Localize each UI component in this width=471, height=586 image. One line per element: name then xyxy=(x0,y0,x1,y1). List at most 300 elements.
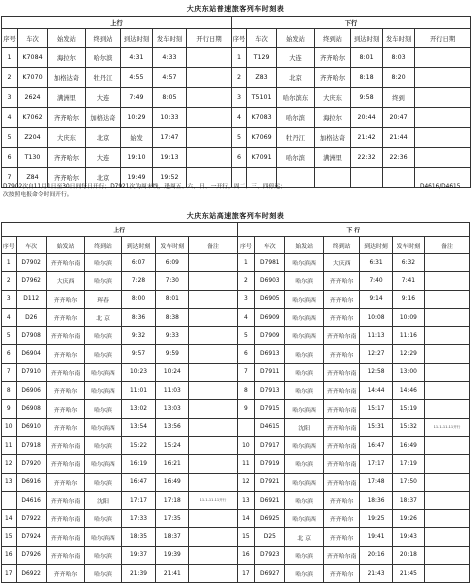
col-header: 到达时刻 xyxy=(351,29,383,48)
table-cell: 16:49 xyxy=(392,436,424,454)
table-cell: 17:50 xyxy=(392,473,424,491)
table-cell: 12:58 xyxy=(360,363,392,381)
table-cell: 19:52 xyxy=(153,168,187,188)
table-cell: 齐齐哈尔 xyxy=(46,565,85,583)
note-line-2: 次按照电报命令时间开行。 xyxy=(3,192,73,198)
table-cell: 15:24 xyxy=(156,436,189,454)
table-cell: 2 xyxy=(237,272,255,290)
table-row xyxy=(2,88,471,108)
table-row xyxy=(2,272,470,290)
table-cell: 齐齐哈尔 xyxy=(46,400,85,418)
table-cell: 6:32 xyxy=(392,254,424,272)
table-cell: 齐齐哈尔南 xyxy=(46,363,85,381)
table-cell: D6922 xyxy=(16,565,46,583)
table-cell: 齐齐哈尔南 xyxy=(323,400,359,418)
table-cell: 11:16 xyxy=(392,327,424,345)
table-row xyxy=(2,254,470,272)
table-cell: D6916 xyxy=(16,473,46,491)
table-cell: 17 xyxy=(237,565,255,583)
table-cell: 19:10 xyxy=(121,148,153,168)
table-cell: 17:17 xyxy=(121,491,155,509)
table-cell: 10:24 xyxy=(156,363,189,381)
table-cell: 20:18 xyxy=(392,546,424,564)
table-cell xyxy=(189,254,237,272)
table-cell xyxy=(187,148,232,168)
table-cell: 哈尔滨 xyxy=(285,272,324,290)
table-cell: 3 xyxy=(237,290,255,308)
table2 xyxy=(1,222,470,583)
note-line-1: D7902次自11月1日至30日间每日开行；D7921次为周末线，逢周五、六、日、一开行，周二、三、四停运； xyxy=(3,184,286,190)
table1-up-label: 上行 xyxy=(2,17,232,29)
table-cell: 4 xyxy=(232,108,247,128)
table-cell: 17:48 xyxy=(360,473,392,491)
table-cell: 哈尔滨西 xyxy=(285,308,324,326)
col-header: 序号 xyxy=(232,29,247,48)
table-cell: 齐齐哈尔 xyxy=(323,510,359,528)
table-cell: D7924 xyxy=(16,528,46,546)
table-cell xyxy=(189,290,237,308)
table-cell: D7926 xyxy=(16,546,46,564)
table-cell: 齐齐哈尔 xyxy=(323,272,359,290)
table-cell: 齐齐哈尔南 xyxy=(46,327,85,345)
table-cell: 17 xyxy=(2,565,17,583)
table-cell: 10:33 xyxy=(153,108,187,128)
table-cell: 6 xyxy=(2,345,17,363)
table-cell: 齐齐哈尔 xyxy=(46,290,85,308)
table-cell: 15 xyxy=(2,528,17,546)
table-cell xyxy=(189,528,237,546)
table-cell: 哈尔滨西 xyxy=(85,382,121,400)
table-cell: 齐齐哈尔南 xyxy=(323,473,359,491)
table-cell: 11.1-11.11开行 xyxy=(189,491,237,509)
table-cell xyxy=(425,546,470,564)
table-cell xyxy=(425,382,470,400)
table-cell: D7981 xyxy=(255,254,285,272)
table-cell: 北京 xyxy=(86,128,121,148)
table-cell: 21:41 xyxy=(156,565,189,583)
table-cell: 哈尔滨 xyxy=(285,455,324,473)
table-cell: 19:41 xyxy=(360,528,392,546)
col-header: 发车时刻 xyxy=(392,237,424,254)
table-cell: 13:03 xyxy=(156,400,189,418)
table-cell: 13:00 xyxy=(392,363,424,381)
table-cell: 北京 xyxy=(86,168,121,188)
table-cell: D112 xyxy=(16,290,46,308)
table-cell xyxy=(425,363,470,381)
table-cell: 4:31 xyxy=(121,48,153,68)
table-cell: D7917 xyxy=(255,436,285,454)
table-cell: 齐齐哈尔 xyxy=(46,345,85,363)
table-cell xyxy=(189,418,237,436)
table-cell: 6:07 xyxy=(121,254,155,272)
table-cell: 16:21 xyxy=(156,455,189,473)
table-cell: 牡丹江 xyxy=(277,128,315,148)
table-cell: 哈尔滨西 xyxy=(285,327,324,345)
table-row xyxy=(2,290,470,308)
table-cell: 5 xyxy=(237,327,255,345)
note-right: D4616/D4615 xyxy=(420,184,461,190)
table-cell xyxy=(189,308,237,326)
table-cell: 北京 xyxy=(277,68,315,88)
table-row xyxy=(2,382,470,400)
table-cell: D7911 xyxy=(255,363,285,381)
table-cell xyxy=(425,473,470,491)
table-cell xyxy=(189,327,237,345)
table-cell: 大庆西 xyxy=(46,272,85,290)
table-cell: 20:16 xyxy=(360,546,392,564)
table-cell: 齐齐哈尔 xyxy=(46,418,85,436)
table2-title: 大庆东站高速旅客列车时刻表 xyxy=(186,212,285,220)
table-cell: 哈尔滨 xyxy=(86,48,121,68)
table-cell: 哈尔滨 xyxy=(285,491,324,509)
table-cell: 齐齐哈尔南 xyxy=(46,436,85,454)
table-cell: D7962 xyxy=(16,272,46,290)
table-cell xyxy=(189,546,237,564)
table-cell: 加格达奇 xyxy=(86,108,121,128)
table-cell xyxy=(189,473,237,491)
table-row xyxy=(2,473,470,491)
table-cell: 11 xyxy=(237,455,255,473)
col-header: 序号 xyxy=(2,237,17,254)
table-row xyxy=(2,148,471,168)
table-cell xyxy=(189,510,237,528)
table-cell: 牡丹江 xyxy=(86,68,121,88)
table-cell xyxy=(425,528,470,546)
table-cell: 14:46 xyxy=(392,382,424,400)
table-cell: 1 xyxy=(2,254,17,272)
table-cell: 8:01 xyxy=(351,48,383,68)
table-cell: 8 xyxy=(237,382,255,400)
table-cell: 2624 xyxy=(18,88,48,108)
col-header: 车次 xyxy=(16,237,46,254)
col-header: 始发站 xyxy=(48,29,86,48)
table-cell: 8:20 xyxy=(383,68,415,88)
table-cell xyxy=(187,88,232,108)
table-cell xyxy=(425,455,470,473)
table-cell: 1 xyxy=(2,48,18,68)
table-cell: 5 xyxy=(232,128,247,148)
table-cell: 11:03 xyxy=(156,382,189,400)
table2-down-label: 下 行 xyxy=(237,223,470,237)
table-cell: 18:37 xyxy=(156,528,189,546)
table-row xyxy=(2,308,470,326)
table-cell: 3 xyxy=(232,88,247,108)
table-cell xyxy=(415,88,471,108)
table-cell: 9 xyxy=(237,400,255,418)
table-row xyxy=(2,455,470,473)
table-cell: 21:44 xyxy=(383,128,415,148)
table-cell: 齐齐哈尔 xyxy=(46,308,85,326)
table-cell: 大庆东 xyxy=(315,88,351,108)
table-row xyxy=(2,128,471,148)
table-cell xyxy=(415,128,471,148)
table-cell: 21:39 xyxy=(121,565,155,583)
table-cell: 哈尔滨 xyxy=(85,510,121,528)
table-cell xyxy=(425,491,470,509)
table-cell: K7069 xyxy=(247,128,277,148)
table-cell: 哈尔滨 xyxy=(85,254,121,272)
table-cell: 4:33 xyxy=(153,48,187,68)
table-cell: 1 xyxy=(237,254,255,272)
table-cell: 4:57 xyxy=(153,68,187,88)
table-cell: 15:17 xyxy=(360,400,392,418)
table-cell: 18:36 xyxy=(360,491,392,509)
table-cell xyxy=(425,272,470,290)
table-cell: 大连 xyxy=(86,148,121,168)
table-cell: 17:33 xyxy=(121,510,155,528)
table-cell: D6925 xyxy=(255,510,285,528)
table-cell: 齐齐哈尔 xyxy=(48,168,86,188)
col-header: 车次 xyxy=(18,29,48,48)
table-cell: 齐齐哈尔南 xyxy=(323,363,359,381)
col-header: 到达时刻 xyxy=(121,29,153,48)
table-cell xyxy=(189,363,237,381)
table-cell: 哈尔滨西 xyxy=(85,528,121,546)
table-cell: 大连 xyxy=(277,48,315,68)
col-header: 终到站 xyxy=(315,29,351,48)
table-cell: D6909 xyxy=(255,308,285,326)
table-cell: 8:00 xyxy=(121,290,155,308)
table-cell: 12:27 xyxy=(360,345,392,363)
table-cell: 15:31 xyxy=(360,418,392,436)
table-cell: 7:49 xyxy=(121,88,153,108)
table-cell: 19:26 xyxy=(392,510,424,528)
table-cell: 1 xyxy=(232,48,247,68)
table-cell: 哈尔滨 xyxy=(85,546,121,564)
table-cell: 16 xyxy=(2,546,17,564)
table-cell: 22:36 xyxy=(383,148,415,168)
table-cell: 终到 xyxy=(383,88,415,108)
table-cell: 16:47 xyxy=(360,436,392,454)
table-cell xyxy=(415,148,471,168)
table-cell: 15:32 xyxy=(392,418,424,436)
table-cell: D7915 xyxy=(255,400,285,418)
table-cell: 沈阳 xyxy=(85,491,121,509)
col-header: 序号 xyxy=(2,29,18,48)
table2-up-label: 上行 xyxy=(2,223,238,237)
table-cell: 大连 xyxy=(86,88,121,108)
table-row xyxy=(2,48,471,68)
table-cell: 齐齐哈尔 xyxy=(48,108,86,128)
table-cell xyxy=(189,455,237,473)
table-cell xyxy=(425,345,470,363)
table-cell: 始发 xyxy=(121,128,153,148)
table-row xyxy=(2,546,470,564)
table-cell: 9:32 xyxy=(121,327,155,345)
table-cell: 齐齐哈尔 xyxy=(323,491,359,509)
table-cell: 齐齐哈尔 xyxy=(315,68,351,88)
table-cell: 齐齐哈尔 xyxy=(323,565,359,583)
table-cell: T130 xyxy=(18,148,48,168)
table-cell xyxy=(2,491,17,509)
table-cell: 15 xyxy=(237,528,255,546)
table-row xyxy=(2,510,470,528)
table-cell: D7918 xyxy=(16,436,46,454)
col-header: 始发站 xyxy=(285,237,324,254)
table-cell: 19:49 xyxy=(121,168,153,188)
table-cell: 10 xyxy=(2,418,17,436)
table-cell: 15:22 xyxy=(121,436,155,454)
col-header: 终到站 xyxy=(85,237,121,254)
table-cell: 8:03 xyxy=(383,48,415,68)
table-cell: 19:43 xyxy=(392,528,424,546)
table-row xyxy=(2,68,471,88)
table-cell: 11.1-11.11开行 xyxy=(425,418,470,436)
table-cell: 9:16 xyxy=(392,290,424,308)
col-header: 到达时刻 xyxy=(360,237,392,254)
table-cell: D7919 xyxy=(255,455,285,473)
table-cell: 8:01 xyxy=(156,290,189,308)
table-cell xyxy=(415,68,471,88)
table-cell: 12 xyxy=(2,455,17,473)
table-cell: D6927 xyxy=(255,565,285,583)
table-cell: 齐齐哈尔南 xyxy=(323,327,359,345)
table-cell xyxy=(425,290,470,308)
table-cell: D6905 xyxy=(255,290,285,308)
table-cell: Z83 xyxy=(247,68,277,88)
table-cell: 8:36 xyxy=(121,308,155,326)
table-cell: 哈尔滨 xyxy=(277,148,315,168)
table-cell xyxy=(425,436,470,454)
table-cell xyxy=(425,400,470,418)
table-cell: 2 xyxy=(2,272,17,290)
table-cell: 9:33 xyxy=(156,327,189,345)
table-cell: 20:47 xyxy=(383,108,415,128)
table-cell: 3 xyxy=(2,290,17,308)
table-cell: D7902 xyxy=(16,254,46,272)
table-cell xyxy=(425,327,470,345)
table-cell: 齐齐哈尔南 xyxy=(323,418,359,436)
table-cell: 4 xyxy=(237,308,255,326)
table-cell: T129 xyxy=(247,48,277,68)
table-cell: K7091 xyxy=(247,148,277,168)
table-cell: 齐齐哈尔 xyxy=(323,528,359,546)
table-cell: D7909 xyxy=(255,327,285,345)
table-cell: 5 xyxy=(2,128,18,148)
table-cell: D7923 xyxy=(255,546,285,564)
table-cell xyxy=(189,272,237,290)
table-cell: 加格达奇 xyxy=(48,68,86,88)
table-cell xyxy=(189,400,237,418)
table-cell: 9:57 xyxy=(121,345,155,363)
table-cell: 16:49 xyxy=(156,473,189,491)
table-cell: 6:09 xyxy=(156,254,189,272)
table-cell: 16 xyxy=(237,546,255,564)
table-cell: 哈尔滨 xyxy=(85,272,121,290)
table-cell: 哈尔滨 xyxy=(285,345,324,363)
table-cell: 13:56 xyxy=(156,418,189,436)
table-cell: K7084 xyxy=(18,48,48,68)
col-header: 开行日期 xyxy=(187,29,232,48)
table-cell: D7913 xyxy=(255,382,285,400)
table-cell: D6921 xyxy=(255,491,285,509)
table-cell: D7910 xyxy=(16,363,46,381)
table-cell: 齐齐哈尔 xyxy=(48,148,86,168)
table-cell: 齐齐哈尔南 xyxy=(46,546,85,564)
table-row xyxy=(2,345,470,363)
table-cell: 12:29 xyxy=(392,345,424,363)
table-cell: 3 xyxy=(2,88,18,108)
table-cell: 5 xyxy=(2,327,17,345)
table-cell: 哈尔滨西 xyxy=(85,363,121,381)
col-header: 始发站 xyxy=(46,237,85,254)
table-cell: 哈尔滨西 xyxy=(285,510,324,528)
table-cell: 4:55 xyxy=(121,68,153,88)
table-cell xyxy=(237,418,255,436)
table-cell: 6 xyxy=(237,345,255,363)
table-cell xyxy=(189,565,237,583)
table-cell: D6913 xyxy=(255,345,285,363)
col-header: 序号 xyxy=(237,237,255,254)
table-cell: 19:39 xyxy=(156,546,189,564)
table-cell: 10 xyxy=(237,436,255,454)
table-cell: 4 xyxy=(2,308,17,326)
table-cell: 大庆西 xyxy=(323,254,359,272)
table-cell: 2 xyxy=(2,68,18,88)
col-header: 发车时刻 xyxy=(156,237,189,254)
table-cell: 齐齐哈尔 xyxy=(46,473,85,491)
table-cell: 6:31 xyxy=(360,254,392,272)
table-cell: 哈尔滨西 xyxy=(85,455,121,473)
table-cell: 2 xyxy=(232,68,247,88)
table-cell: 11:01 xyxy=(121,382,155,400)
table-cell: 海拉尔 xyxy=(48,48,86,68)
col-header: 终到站 xyxy=(86,29,121,48)
table-cell: 14 xyxy=(2,510,17,528)
table-cell: 14 xyxy=(237,510,255,528)
table-cell: 哈尔滨 xyxy=(285,382,324,400)
table-cell: 7 xyxy=(2,363,17,381)
table-cell: 18:37 xyxy=(392,491,424,509)
table-cell: 10:09 xyxy=(392,308,424,326)
col-header: 备注 xyxy=(425,237,470,254)
table-cell: 珲春 xyxy=(85,290,121,308)
table-cell: D26 xyxy=(16,308,46,326)
table-cell: 7:30 xyxy=(156,272,189,290)
table-cell: 13 xyxy=(2,473,17,491)
table-cell xyxy=(187,128,232,148)
table-cell: 哈尔滨 xyxy=(285,565,324,583)
table-cell: 海拉尔 xyxy=(315,108,351,128)
table-cell: 12 xyxy=(237,473,255,491)
table-cell: 满洲里 xyxy=(48,88,86,108)
table-row xyxy=(2,327,470,345)
table-cell: 4 xyxy=(2,108,18,128)
table-cell: 7:28 xyxy=(121,272,155,290)
table-cell: 哈尔滨 xyxy=(85,345,121,363)
table-cell: 北 京 xyxy=(285,528,324,546)
table-cell: T5101 xyxy=(247,88,277,108)
table-cell: 6 xyxy=(2,148,18,168)
col-header: 车次 xyxy=(247,29,277,48)
table-cell: 哈尔滨 xyxy=(277,108,315,128)
table-cell: 齐齐哈尔 xyxy=(323,290,359,308)
table-cell: 哈尔滨 xyxy=(285,546,324,564)
table-cell: 哈尔滨 xyxy=(85,565,121,583)
table-cell: 满洲里 xyxy=(315,148,351,168)
table-cell: 齐齐哈尔南 xyxy=(46,455,85,473)
col-header: 开行日期 xyxy=(415,29,471,48)
table1-note xyxy=(3,183,413,199)
table-cell: 齐齐哈尔南 xyxy=(46,491,85,509)
table-cell: 17:35 xyxy=(156,510,189,528)
table-cell: 16:47 xyxy=(121,473,155,491)
table-cell: 齐齐哈尔 xyxy=(323,345,359,363)
table-cell: D25 xyxy=(255,528,285,546)
table-cell xyxy=(425,254,470,272)
table-cell xyxy=(187,68,232,88)
table-cell: 8:38 xyxy=(156,308,189,326)
